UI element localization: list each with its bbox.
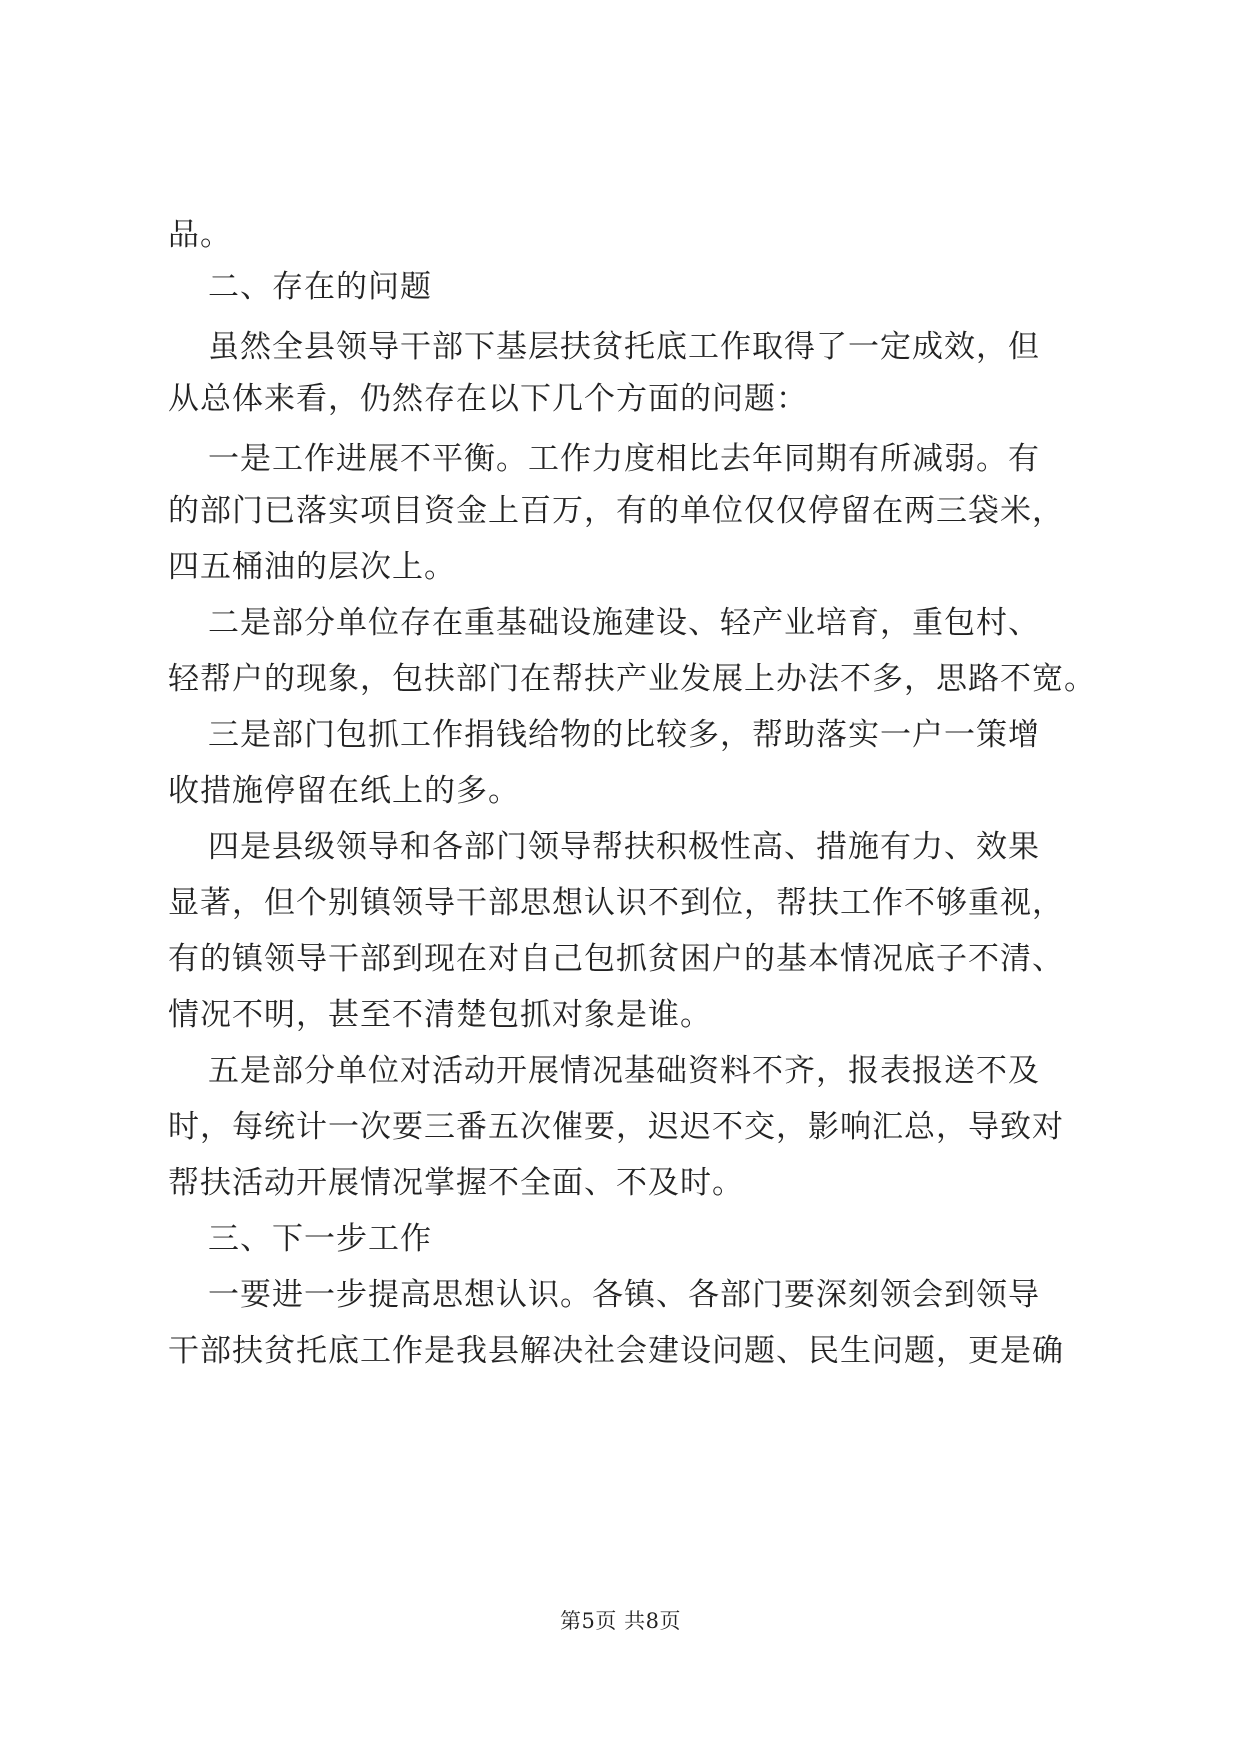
section-heading: 二、存在的问题 (208, 269, 432, 305)
text-line: 干部扶贫托底工作是我县解决社会建设问题、民生问题，更是确 (168, 1333, 1064, 1369)
text-line: 虽然全县领导干部下基层扶贫托底工作取得了一定成效，但 (208, 329, 1040, 365)
text-line: 有的镇领导干部到现在对自己包抓贫困户的基本情况底子不清、 (168, 941, 1064, 977)
text-line: 从总体来看，仍然存在以下几个方面的问题： (168, 381, 808, 417)
text-line: 帮扶活动开展情况掌握不全面、不及时。 (168, 1165, 744, 1201)
text-line: 五是部分单位对活动开展情况基础资料不齐，报表报送不及 (208, 1053, 1040, 1089)
text-line: 品。 (168, 217, 232, 253)
text-line: 四是县级领导和各部门领导帮扶积极性高、措施有力、效果 (208, 829, 1040, 865)
text-line: 情况不明，甚至不清楚包抓对象是谁。 (168, 997, 712, 1033)
text-line: 三是部门包抓工作捐钱给物的比较多，帮助落实一户一策增 (208, 717, 1040, 753)
text-line: 四五桶油的层次上。 (168, 549, 456, 585)
text-line: 二是部分单位存在重基础设施建设、轻产业培育，重包村、 (208, 605, 1040, 641)
text-line: 轻帮户的现象，包扶部门在帮扶产业发展上办法不多，思路不宽。 (168, 661, 1096, 697)
text-line: 时，每统计一次要三番五次催要，迟迟不交，影响汇总，导致对 (168, 1109, 1064, 1145)
section-heading: 三、下一步工作 (208, 1221, 432, 1257)
text-line: 显著，但个别镇领导干部思想认识不到位，帮扶工作不够重视， (168, 885, 1064, 921)
page-footer: 第5页 共8页 (560, 1609, 681, 1633)
text-line: 收措施停留在纸上的多。 (168, 773, 520, 809)
text-line: 一是工作进展不平衡。工作力度相比去年同期有所减弱。有 (208, 441, 1040, 477)
text-line: 的部门已落实项目资金上百万，有的单位仅仅停留在两三袋米， (168, 493, 1064, 529)
text-line: 一要进一步提高思想认识。各镇、各部门要深刻领会到领导 (208, 1277, 1040, 1313)
